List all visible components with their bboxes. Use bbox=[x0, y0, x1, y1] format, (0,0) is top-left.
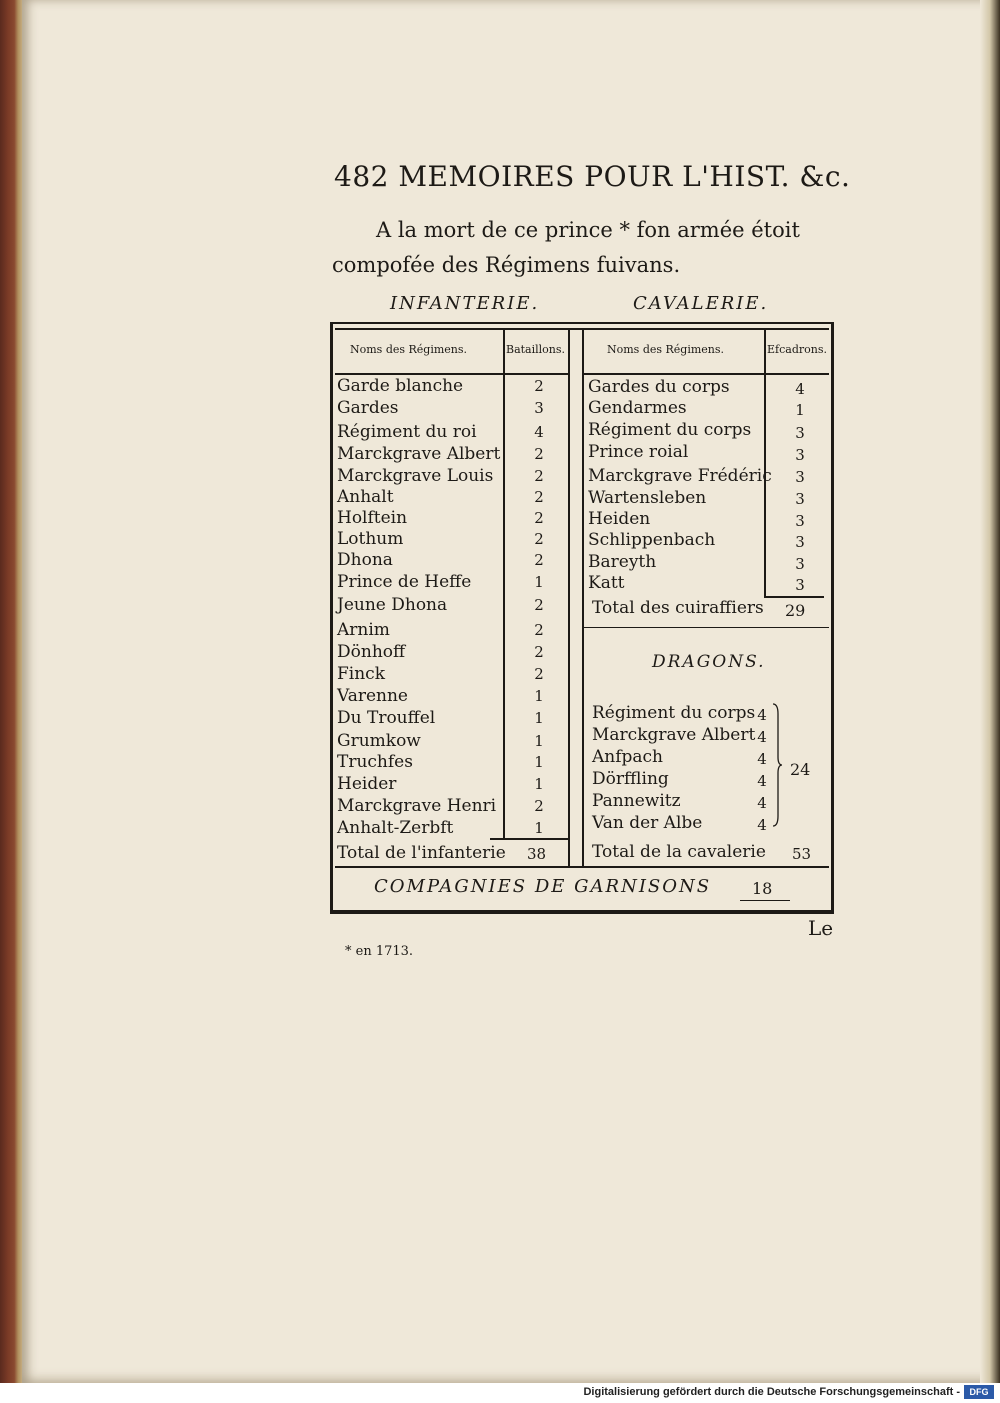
totals-rule bbox=[335, 866, 829, 868]
dragons-brace bbox=[772, 702, 782, 828]
cuir-total-value: 29 bbox=[785, 601, 806, 620]
inf-row-value: 1 bbox=[534, 573, 544, 591]
inf-total-value: 38 bbox=[527, 845, 547, 863]
cuir-row-value: 3 bbox=[795, 555, 805, 573]
cuir-row-value: 3 bbox=[795, 468, 805, 486]
inf-row-name: Du Trouffel bbox=[337, 708, 436, 728]
inf-row-name: Truchfes bbox=[337, 752, 413, 772]
drag-row-value: 4 bbox=[757, 772, 767, 790]
cuir-row-name: Marckgrave Frédéric bbox=[588, 466, 772, 486]
cav-name-header: Noms des Régimens. bbox=[607, 343, 725, 356]
inf-count-header: Bataillons. bbox=[506, 343, 566, 356]
catchword: Le bbox=[808, 916, 834, 940]
cuir-row-name: Bareyth bbox=[588, 552, 657, 572]
drag-row-name: Van der Albe bbox=[592, 813, 703, 833]
cuir-row-name: Heiden bbox=[588, 509, 651, 529]
inf-row-value: 2 bbox=[534, 377, 544, 395]
inf-row-value: 2 bbox=[534, 596, 544, 614]
cav-count-rule bbox=[764, 330, 766, 596]
dfg-logo: DFG bbox=[964, 1385, 994, 1399]
cuir-total-rule bbox=[584, 627, 829, 628]
cuir-row-value: 3 bbox=[795, 424, 805, 442]
cuir-row-name: Prince roial bbox=[588, 442, 689, 462]
center-rule-a bbox=[568, 330, 570, 866]
cuir-row-name: Schlippenbach bbox=[588, 530, 716, 550]
inf-row-value: 4 bbox=[534, 423, 544, 441]
cuir-row-value: 3 bbox=[795, 576, 805, 594]
inf-row-value: 2 bbox=[534, 665, 544, 683]
inf-row-value: 3 bbox=[534, 399, 544, 417]
drag-row-value: 4 bbox=[757, 728, 767, 746]
page-right-edge bbox=[980, 0, 1000, 1383]
inf-row-name: Anhalt bbox=[337, 487, 394, 507]
drag-row-name: Régiment du corps bbox=[592, 703, 756, 723]
garnisons-label: COMPAGNIES DE GARNISONS bbox=[374, 876, 712, 897]
cuir-row-value: 4 bbox=[795, 380, 805, 398]
cuir-row-name: Katt bbox=[588, 573, 625, 593]
inf-row-name: Marckgrave Henri bbox=[337, 796, 497, 816]
inf-row-value: 1 bbox=[534, 753, 544, 771]
inf-row-value: 2 bbox=[534, 467, 544, 485]
inf-row-value: 1 bbox=[534, 687, 544, 705]
inf-row-value: 2 bbox=[534, 643, 544, 661]
cav-header-rule bbox=[584, 373, 829, 375]
cuir-row-name: Wartensleben bbox=[588, 488, 707, 508]
garnisons-value: 18 bbox=[752, 879, 773, 898]
inf-row-value: 1 bbox=[534, 709, 544, 727]
footer-bar bbox=[0, 1383, 1000, 1403]
cuir-row-value: 3 bbox=[795, 490, 805, 508]
inf-row-value: 2 bbox=[534, 488, 544, 506]
paragraph-line-2: compofée des Régimens fuivans. bbox=[332, 253, 681, 277]
garn-underline bbox=[740, 900, 790, 901]
inf-row-name: Heider bbox=[337, 774, 397, 794]
drag-row-name: Anfpach bbox=[592, 747, 664, 767]
dragons-title: DRAGONS. bbox=[652, 652, 766, 672]
inf-row-name: Régiment du roi bbox=[337, 422, 477, 442]
center-rule-b bbox=[582, 330, 584, 866]
cavalerie-title: CAVALERIE. bbox=[633, 293, 769, 314]
cuir-row-name: Gardes du corps bbox=[588, 377, 730, 397]
inf-row-value: 2 bbox=[534, 551, 544, 569]
infanterie-title: INFANTERIE. bbox=[390, 293, 540, 314]
inf-row-name: Finck bbox=[337, 664, 386, 684]
inf-name-header: Noms des Régimens. bbox=[350, 343, 468, 356]
inf-row-value: 2 bbox=[534, 445, 544, 463]
paragraph-line-1: A la mort de ce prince * fon armée étoit bbox=[376, 218, 800, 242]
cuir-row-name: Régiment du corps bbox=[588, 420, 752, 440]
inf-total-label: Total de l'infanterie bbox=[337, 843, 506, 863]
inf-row-value: 2 bbox=[534, 621, 544, 639]
inf-row-name: Marckgrave Louis bbox=[337, 466, 494, 486]
inf-row-value: 2 bbox=[534, 530, 544, 548]
running-head: 482 MEMOIRES POUR L'HIST. &c. bbox=[334, 160, 851, 193]
drag-row-name: Dörffling bbox=[592, 769, 669, 789]
cuir-sum-rule bbox=[764, 596, 824, 598]
dragons-total: 24 bbox=[790, 760, 811, 779]
inf-row-value: 1 bbox=[534, 775, 544, 793]
cuir-row-value: 3 bbox=[795, 512, 805, 530]
inf-row-value: 2 bbox=[534, 797, 544, 815]
inf-row-name: Lothum bbox=[337, 529, 404, 549]
inf-row-name: Jeune Dhona bbox=[337, 595, 448, 615]
footer-credit: Digitalisierung gefördert durch die Deutsche Forschungsgemeinschaft - bbox=[583, 1386, 960, 1398]
inf-count-rule bbox=[503, 330, 505, 838]
inf-row-name: Holftein bbox=[337, 508, 408, 528]
inf-row-value: 2 bbox=[534, 509, 544, 527]
inf-row-name: Dhona bbox=[337, 550, 393, 570]
drag-row-name: Marckgrave Albert bbox=[592, 725, 756, 745]
footnote: * en 1713. bbox=[345, 944, 414, 959]
cuir-total-label: Total des cuiraffiers bbox=[592, 598, 764, 618]
cav-total-value: 53 bbox=[792, 845, 812, 863]
inf-row-name: Varenne bbox=[337, 686, 408, 706]
drag-row-value: 4 bbox=[757, 750, 767, 768]
drag-row-value: 4 bbox=[757, 816, 767, 834]
drag-row-value: 4 bbox=[757, 794, 767, 812]
inf-row-name: Anhalt-Zerbft bbox=[337, 818, 454, 838]
drag-row-name: Pannewitz bbox=[592, 791, 681, 811]
inf-row-value: 1 bbox=[534, 819, 544, 837]
drag-row-value: 4 bbox=[757, 706, 767, 724]
inf-row-name: Dönhoff bbox=[337, 642, 406, 662]
cuir-row-value: 1 bbox=[795, 401, 805, 419]
cav-count-header: Efcadrons. bbox=[767, 343, 827, 356]
cuir-row-value: 3 bbox=[795, 533, 805, 551]
inf-row-name: Prince de Heffe bbox=[337, 572, 472, 592]
inf-row-value: 1 bbox=[534, 732, 544, 750]
cuir-row-name: Gendarmes bbox=[588, 398, 687, 418]
cuir-row-value: 3 bbox=[795, 446, 805, 464]
inf-row-name: Garde blanche bbox=[337, 376, 464, 396]
inf-row-name: Gardes bbox=[337, 398, 399, 418]
inf-row-name: Arnim bbox=[337, 620, 390, 640]
inf-row-name: Grumkow bbox=[337, 731, 421, 751]
inf-row-name: Marckgrave Albert bbox=[337, 444, 501, 464]
cav-total-label: Total de la cavalerie bbox=[592, 842, 766, 862]
